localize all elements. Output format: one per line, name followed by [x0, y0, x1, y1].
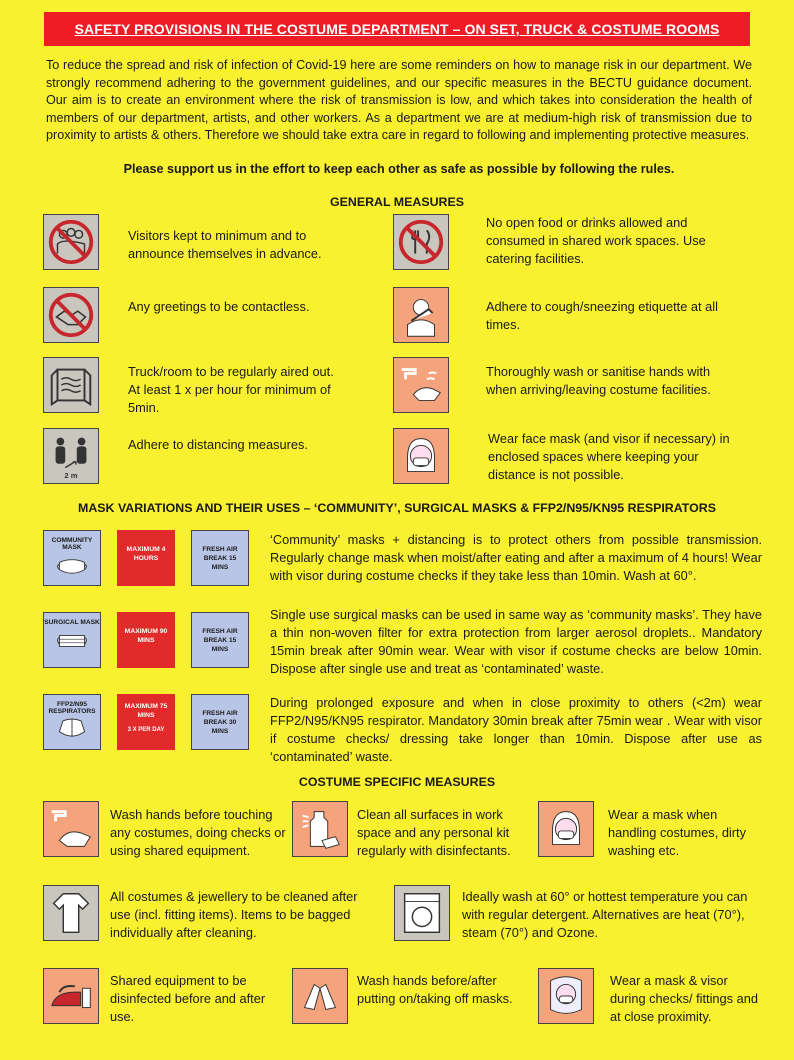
no-visitors-icon — [43, 214, 99, 270]
general-measure-text: Adhere to cough/sneezing etiquette at all times. — [486, 299, 718, 332]
max-wear-box — [117, 694, 175, 750]
wash-hands-icon — [43, 801, 99, 857]
cough-etiquette-icon — [393, 287, 449, 343]
support-text: Please support us in the effort to keep each other as safe as possible by following the rules. — [123, 162, 675, 176]
hand-rub-icon — [292, 968, 348, 1024]
fresh-air-label: FRESH AIR BREAK 15 MINS — [202, 628, 238, 653]
face-mask-icon — [393, 428, 449, 484]
mask-description: ‘Community’ masks + distancing is to protect others from possible transmission. Regularly change mask when moist/after eating and after a maximum of 4 hours! Wear with visor during costume checks if they take less than 10min. Wash at 60°. — [270, 532, 762, 583]
costume-measure-text: Shared equipment to be disinfected before and after use. — [110, 973, 266, 1024]
intro-text: To reduce the spread and risk of infection of Covid-19 here are some reminders on how to manage risk in our department. We strongly recommend adhering to the government guidelines, and our specific measures in the BECTU guidance document. Our aim is to create an environment where the risk of transmission is low, and which takes into consideration the health of members of our department, artists, and other workers. As a department we are at medium-high risk of transmission due to proximity to artists & others. Therefore we should take extra care in regard to following and implementing protective measures. — [46, 58, 752, 142]
costume-measure-text: All costumes & jewellery to be cleaned after use (incl. fitting items). Items to be bagged individually after cleaning. — [110, 889, 358, 940]
mask-type-label: FFP2/N95 RESPIRATORS — [48, 701, 96, 715]
general-measure-text: Thoroughly wash or sanitise hands with when arriving/leaving costume facilities. — [486, 364, 711, 397]
costume-measure-text: Clean all surfaces in work space and any personal kit regularly with disinfectants. — [357, 807, 511, 858]
general-measure-text: Visitors kept to minimum and to announce themselves in advance. — [128, 228, 322, 261]
hand-wash-icon — [393, 357, 449, 413]
fresh-air-box — [191, 612, 249, 668]
spray-clean-icon — [292, 801, 348, 857]
washing-machine-icon — [394, 885, 450, 941]
max-wear-extra: 3 X PER DAY — [127, 727, 165, 733]
mask-icon — [54, 630, 90, 652]
general-measure-text: No open food or drinks allowed and consumed in shared work spaces. Use catering facilities. — [486, 215, 706, 266]
mask-type-box — [43, 612, 101, 668]
distance-label: 2 m — [64, 471, 78, 481]
mask-person-icon — [538, 801, 594, 857]
window-icon — [43, 357, 99, 413]
costume-measure-text: Wear a mask & visor during checks/ fittings and at close proximity. — [610, 973, 758, 1024]
costume-measure-text: Wear a mask when handling costumes, dirty washing etc. — [608, 807, 746, 858]
gown-icon — [43, 885, 99, 941]
max-wear-label: MAXIMUM 90 MINS — [124, 628, 168, 644]
mask-type-box — [43, 530, 101, 586]
fresh-air-label: FRESH AIR BREAK 30 MINS — [202, 710, 238, 735]
mask-variations-title: MASK VARIATIONS AND THEIR USES – ‘COMMUNITY’, SURGICAL MASKS & FFP2/N95/KN95 RESPIRATORS — [78, 501, 716, 515]
mask-type-box — [43, 694, 101, 750]
fresh-air-label: FRESH AIR BREAK 15 MINS — [202, 546, 238, 571]
costume-measure-text: Wash hands before touching any costumes, doing checks or using shared equipment. — [110, 807, 286, 858]
costume-measures-title: COSTUME SPECIFIC MEASURES — [298, 775, 496, 789]
no-food-icon — [393, 214, 449, 270]
respirator-icon — [54, 717, 90, 739]
mask-description: Single use surgical masks can be used in same way as ‘community masks’. They have a thin non-woven filter for extra protection from larger aerosol droplets.. Mandatory 15min break after 90min wear. Wear with visor if costume checks are below 10min. Dispose after single use and treat as ‘contaminated’ waste. — [270, 607, 762, 676]
general-measures-title: GENERAL MEASURES — [329, 195, 465, 209]
max-wear-label: MAXIMUM 4 HOURS — [126, 546, 166, 562]
mask-type-label: SURGICAL MASK — [44, 619, 100, 626]
general-measure-text: Adhere to distancing measures. — [128, 437, 308, 452]
page-title: SAFETY PROVISIONS IN THE COSTUME DEPARTMENT – ON SET, TRUCK & COSTUME ROOMS — [44, 12, 750, 46]
mask-description: During prolonged exposure and when in close proximity to others (<2m) wear FFP2/N95/KN95 respirator. Mandatory 30min break after 75min wear . Wear with visor if costume checks/ dressing take longer than 10min. Dispose after use as ‘contaminated’ waste. — [270, 695, 762, 764]
distancing-icon — [43, 428, 99, 484]
iron-icon — [43, 968, 99, 1024]
mask-visor-icon — [538, 968, 594, 1024]
mask-type-label: COMMUNITY MASK — [51, 537, 93, 551]
general-measure-text: Truck/room to be regularly aired out. At least 1 x per hour for minimum of 5min. — [128, 364, 334, 415]
mask-icon — [54, 555, 90, 577]
fresh-air-box — [191, 694, 249, 750]
costume-measure-text: Wash hands before/after putting on/taking off masks. — [357, 973, 513, 1006]
max-wear-box — [117, 612, 175, 668]
max-wear-label: MAXIMUM 75 MINS — [124, 703, 168, 719]
max-wear-box — [117, 530, 175, 586]
costume-measure-text: Ideally wash at 60° or hottest temperature you can with regular detergent. Alternatives are heat (70°), steam (70°) and Ozone. — [462, 889, 748, 940]
general-measure-text: Wear face mask (and visor if necessary) in enclosed spaces where keeping your distance is not possible. — [488, 431, 730, 482]
general-measure-text: Any greetings to be contactless. — [128, 299, 310, 314]
fresh-air-box — [191, 530, 249, 586]
no-handshake-icon — [43, 287, 99, 343]
